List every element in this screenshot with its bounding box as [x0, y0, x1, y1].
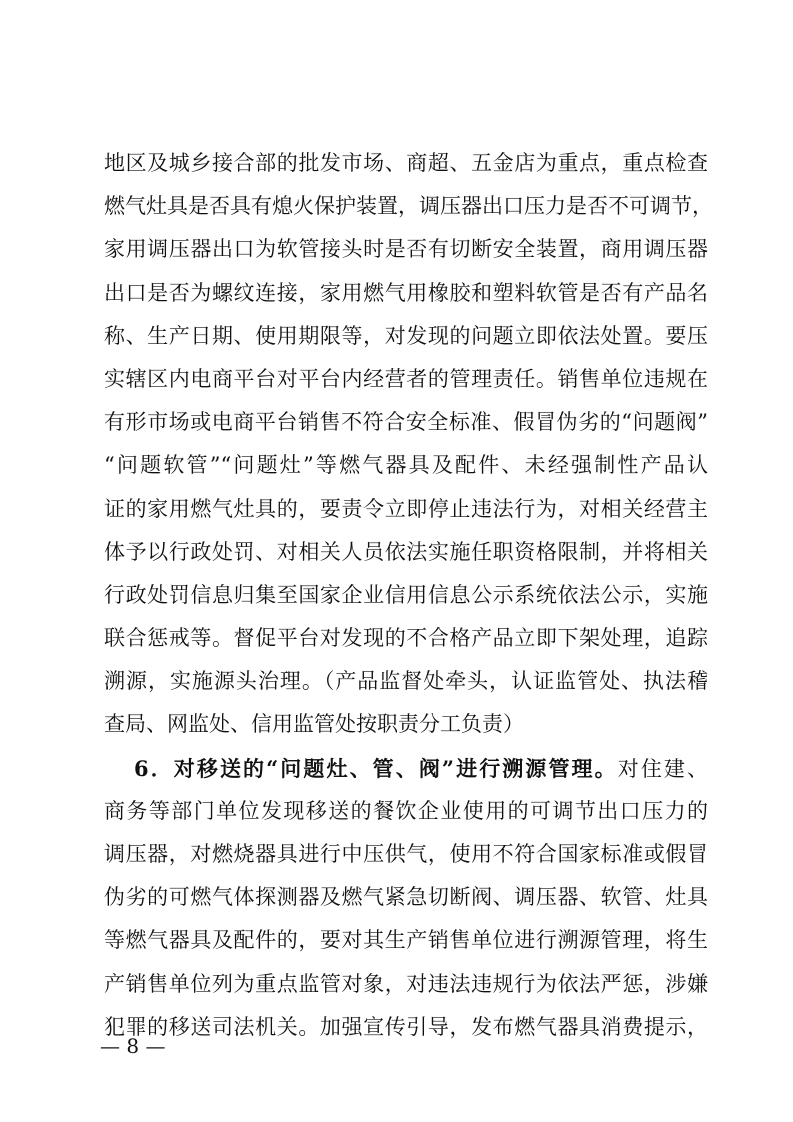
section-6-first-line: [104, 747, 708, 790]
body-line: 地区及城乡接合部的批发市场、商超、五金店为重点，重点检查: [104, 151, 708, 175]
body-line: 有形市场或电商平台销售不符合安全标准、假冒伪劣的“问题阀”: [104, 410, 708, 435]
body-line: 联合惩戒等。督促平台对发现的不合格产品立即下架处理，追踪: [104, 626, 708, 651]
section-6-line: 犯罪的移送司法机关。加强宣传引导，发布燃气器具消费提示，: [104, 1014, 708, 1039]
body-line: 行政处罚信息归集至国家企业信用信息公示系统依法公示，实施: [104, 582, 708, 607]
section-6-line: 调压器，对燃烧器具进行中压供气，使用不符合国家标准或假冒: [104, 842, 708, 866]
section-6-line: 产销售单位列为重点监管对象，对违法违规行为依法严惩，涉嫌: [104, 971, 708, 996]
page-number: — 8 —: [100, 1034, 166, 1058]
section-6-first-line-text: 对住建、: [617, 756, 709, 781]
section-6-line: 等燃气器具及配件的，要对其生产销售单位进行溯源管理，将生: [104, 928, 708, 953]
body-line: 家用调压器出口为软管接头时是否有切断安全装置，商用调压器: [104, 237, 708, 262]
body-line: 实辖区内电商平台对平台内经营者的管理责任。销售单位违规在: [104, 366, 708, 391]
body-line: 称、生产日期、使用期限等，对发现的问题立即依法处置。要压: [104, 323, 708, 348]
body-line: 溯源，实施源头治理。（产品监督处牵头，认证监管处、执法稽: [104, 669, 708, 694]
section-6-line: 商务等部门单位发现移送的餐饮企业使用的可调节出口压力的: [104, 798, 708, 823]
body-line: 体予以行政处罚、对相关人员依法实施任职资格限制，并将相关: [104, 539, 708, 564]
body-line: 出口是否为螺纹连接，家用燃气用橡胶和塑料软管是否有产品名: [104, 280, 708, 305]
body-line: 燃气灶具是否具有熄火保护装置，调压器出口压力是否不可调节，: [104, 194, 713, 219]
body-line: 证的家用燃气灶具的，要责令立即停止违法行为，对相关经营主: [104, 496, 708, 521]
body-line: 查局、网监处、信用监管处按职责分工负责）: [104, 712, 524, 737]
section-6-line: 伪劣的可燃气体探测器及燃气紧急切断阀、调压器、软管、灶具: [104, 885, 708, 910]
body-text: [104, 142, 713, 1049]
body-line: “问题软管”“问题灶”等燃气器具及配件、未经强制性产品认: [104, 453, 708, 478]
section-6-heading: 6．对移送的“问题灶、管、阀”进行溯源管理。: [134, 755, 618, 781]
